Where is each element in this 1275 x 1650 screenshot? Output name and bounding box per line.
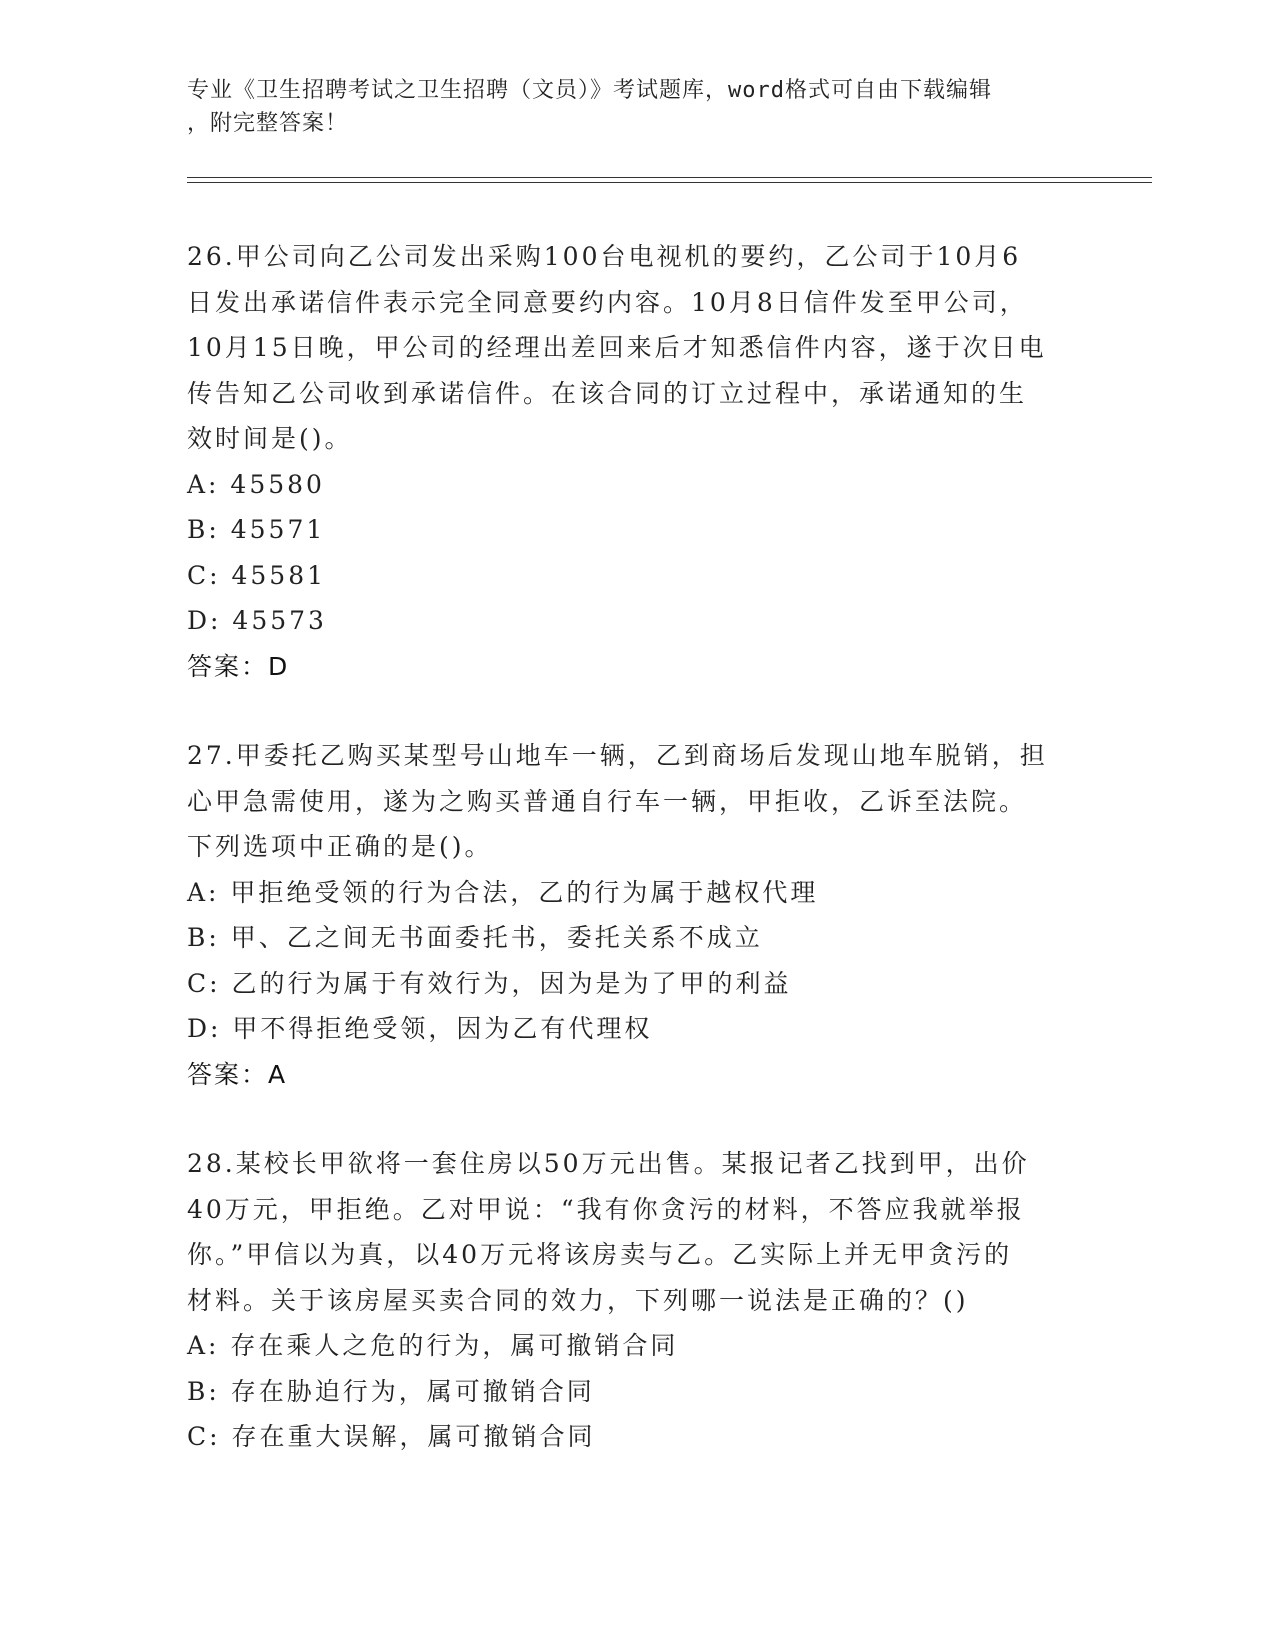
question-stem bbox=[187, 234, 1087, 462]
header-divider-top bbox=[187, 177, 1152, 178]
header-line-2: ，附完整答案！ bbox=[187, 111, 349, 136]
stem-line: 效时间是()。 bbox=[187, 424, 353, 453]
option-d: D: 45573 bbox=[187, 606, 327, 635]
option-c: C: 45581 bbox=[187, 560, 327, 590]
stem-line: 26.甲公司向乙公司发出采购100台电视机的要约，乙公司于10月6 bbox=[187, 242, 1022, 271]
stem-line: 40万元，甲拒绝。乙对甲说：“我有你贪污的材料，不答应我就举报 bbox=[187, 1194, 1025, 1224]
question-stem bbox=[187, 1141, 1087, 1323]
answer-label: 答案：D bbox=[187, 651, 290, 681]
option-a: A: 甲拒绝受领的行为合法，乙的行为属于越权代理 bbox=[187, 877, 819, 907]
question-28 bbox=[187, 1141, 1087, 1460]
header-line-1: 专业《卫生招聘考试之卫生招聘（文员）》考试题库，word格式可自由下载编辑 bbox=[187, 78, 992, 103]
stem-line: 28.某校长甲欲将一套住房以50万元出售。某报记者乙找到甲，出价 bbox=[187, 1149, 1030, 1178]
option-b: B: 甲、乙之间无书面委托书，委托关系不成立 bbox=[187, 923, 763, 952]
option-b: B: 45571 bbox=[187, 515, 326, 544]
stem-line: 下列选项中正确的是()。 bbox=[187, 832, 493, 861]
option-c: C: 存在重大误解，属可撤销合同 bbox=[187, 1422, 596, 1451]
option-a: A: 存在乘人之危的行为，属可撤销合同 bbox=[187, 1331, 679, 1360]
option-b: B: 存在胁迫行为，属可撤销合同 bbox=[187, 1376, 595, 1406]
question-27 bbox=[187, 733, 1087, 1097]
stem-line: 日发出承诺信件表示完全同意要约内容。10月8日信件发至甲公司， bbox=[187, 287, 1028, 317]
document-header bbox=[187, 74, 1067, 140]
question-stem bbox=[187, 733, 1087, 870]
stem-line: 27.甲委托乙购买某型号山地车一辆，乙到商场后发现山地车脱销，担 bbox=[187, 741, 1048, 770]
stem-line: 10月15日晚，甲公司的经理出差回来后才知悉信件内容，遂于次日电 bbox=[187, 333, 1047, 362]
answer-label: 答案：A bbox=[187, 1059, 288, 1089]
option-d: D: 甲不得拒绝受领，因为乙有代理权 bbox=[187, 1014, 653, 1043]
stem-line: 心甲急需使用，遂为之购买普通自行车一辆，甲拒收，乙诉至法院。 bbox=[187, 786, 1028, 816]
question-26 bbox=[187, 234, 1087, 689]
option-a: A: 45580 bbox=[187, 469, 325, 499]
stem-line: 材料。关于该房屋买卖合同的效力，下列哪一说法是正确的？() bbox=[187, 1285, 969, 1315]
option-c: C: 乙的行为属于有效行为，因为是为了甲的利益 bbox=[187, 968, 792, 998]
stem-line: 你。”甲信以为真，以40万元将该房卖与乙。乙实际上并无甲贪污的 bbox=[187, 1240, 1013, 1269]
stem-line: 传告知乙公司收到承诺信件。在该合同的订立过程中，承诺通知的生 bbox=[187, 378, 1028, 408]
header-divider-bottom bbox=[187, 182, 1152, 183]
